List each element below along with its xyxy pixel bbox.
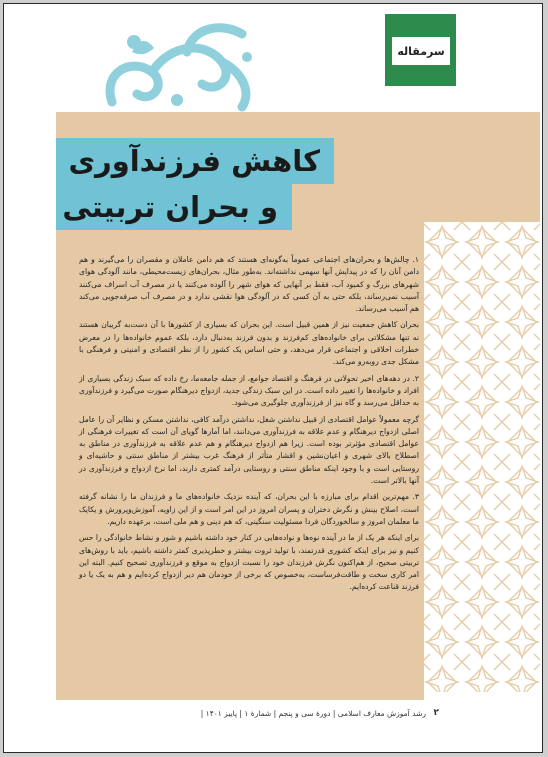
page-footer — [4, 704, 543, 724]
magazine-page — [3, 3, 543, 753]
geometric-pattern-icon — [422, 222, 540, 692]
paragraph: برای اینکه هر یک از ما در آینده نوه‌ها و نواده‌هایی در کنار خود داشته باشیم و شور و نشاط خانوادگی را حس کنیم و نیز برای اینکه کشوری قدرتمند، با تولید ثروت بیشتر و خطرپذیری کمتر داشته باشیم، باید با روش‌های تربیتی صحیح، از هم‌اکنون نگرش فرزندان خود را نسبت ازدواج به موقع و فرزندآوری تصحیح کنیم. البته این امر کاری سخت و طاقت‌فرساست، به‌خصوص که برخی از خودمان هم دیر ازدواج کرده‌ایم و هم به یک یا دو فرزند قناعت کرده‌ایم. — [79, 533, 419, 592]
paragraph: ۱. چالش‌ها و بحران‌های اجتماعی عموماً به‌گونه‌ای هستند که هم دامن عاملان و مقصران را می‌گیرند و هم دامن آنان را که در پیدایش آنها سهمی نداشته‌اند. به‌طور مثال، بحران‌های زیست‌محیطی، مانند آلودگی هوای شهرهای بزرگ و کمبود آب، فقط بر آنهایی که هوای شهر را آلوده می‌کنند یا در مصرف آب اسراف می‌کنند آسیب نمی‌رساند، بلکه حتی به آن کسی که در آلودگی هوا نقشی ندارد و در مصرف آب صرفه‌جویی می‌کند هم آسیب می‌رساند. — [79, 255, 419, 314]
paragraph: ۲. در دهه‌های اخیر تحولاتی در فرهنگ و اقتصاد جوامع، از جمله جامعه‌ما، رخ داده که سبک زندگی بسیاری از افراد و خانواده‌ها را تغییر داده است. در این سبک زندگی جدید، ازدواج دیرهنگام صورت می‌گیرد و فرزندآوری به حداقل می‌رسد و گاه نیز از فرزندآوری جلوگیری می‌شود. — [79, 373, 419, 408]
footer-citation: رشد آموزش معارف اسلامی | دورۀ سی و پنجم | شمارۀ ۱ | پاییز ۱۴۰۱ | — [200, 709, 426, 718]
paragraph: گرچه معمولاً عوامل اقتصادی از قبیل نداشتن شغل، نداشتن درآمد کافی، نداشتن مسکن و نظایر آن را عامل اصلی ازدواج دیرهنگام و عدم علاقه به فرزندآوری می‌دانند، اما آمارها گویای آن است که تغییرات فرهنگی از عوامل اقتصادی مؤثرتر بوده است. زیرا هم ازدواج دیرهنگام و هم عدم علاقه به فرزندآوری در مناطق به اصطلاح بالای شهری و اعیان‌نشین و اقشار متأثر از فرهنگ غرب بیشتر از مناطق سنتی و حاشیه‌ای و روستایی است و با وجود اینکه مناطق سنتی و روستایی درآمد کمتری دارند، اما نرخ ازدواج و فرزندآوری در آنها بالاتر است. — [79, 414, 419, 486]
article-body — [79, 254, 419, 684]
page-title-line-2: و بحران تربیتی — [56, 184, 292, 230]
paragraph: ۳. مهم‌ترین اقدام برای مبارزه با این بحران، که آینده نزدیک خانواده‌های ما و فرزندان ما را نشانه گرفته است، اصلاح بینش و نگرش دختران و پسران امروز در این امر است و از این زاویه، آموزش‌وپرورش و یکایک ما معلمان امروز و سالخوردگان فردا مسئولیت سنگینی، که هم دینی و هم ملی است، برعهده داریم. — [79, 492, 419, 526]
section-badge-label: سرمقاله — [391, 36, 451, 66]
paragraph: بحران کاهش جمعیت نیز از همین قبیل است. این بحران که بسیاری از کشورها با آن دست‌به گریبان هستند نه تنها مشکلاتی برای خانواده‌های کم‌فرزند و بدون فرزند به‌دنبال دارد، بلکه عموم خانواده‌ها را در معرض خطرات اخلاقی و اجتماعی قرار می‌دهد، و حتی اساس یک کشور را از نظر اقتصادی و امنیتی و فرهنگی با مشکل جدی روبه‌رو می‌کند. — [79, 320, 419, 367]
page-title-line-1: کاهش فرزندآوری — [56, 138, 334, 184]
section-badge — [385, 14, 456, 86]
floral-ornament-icon — [92, 12, 262, 112]
page-number: ۲ — [433, 708, 439, 718]
